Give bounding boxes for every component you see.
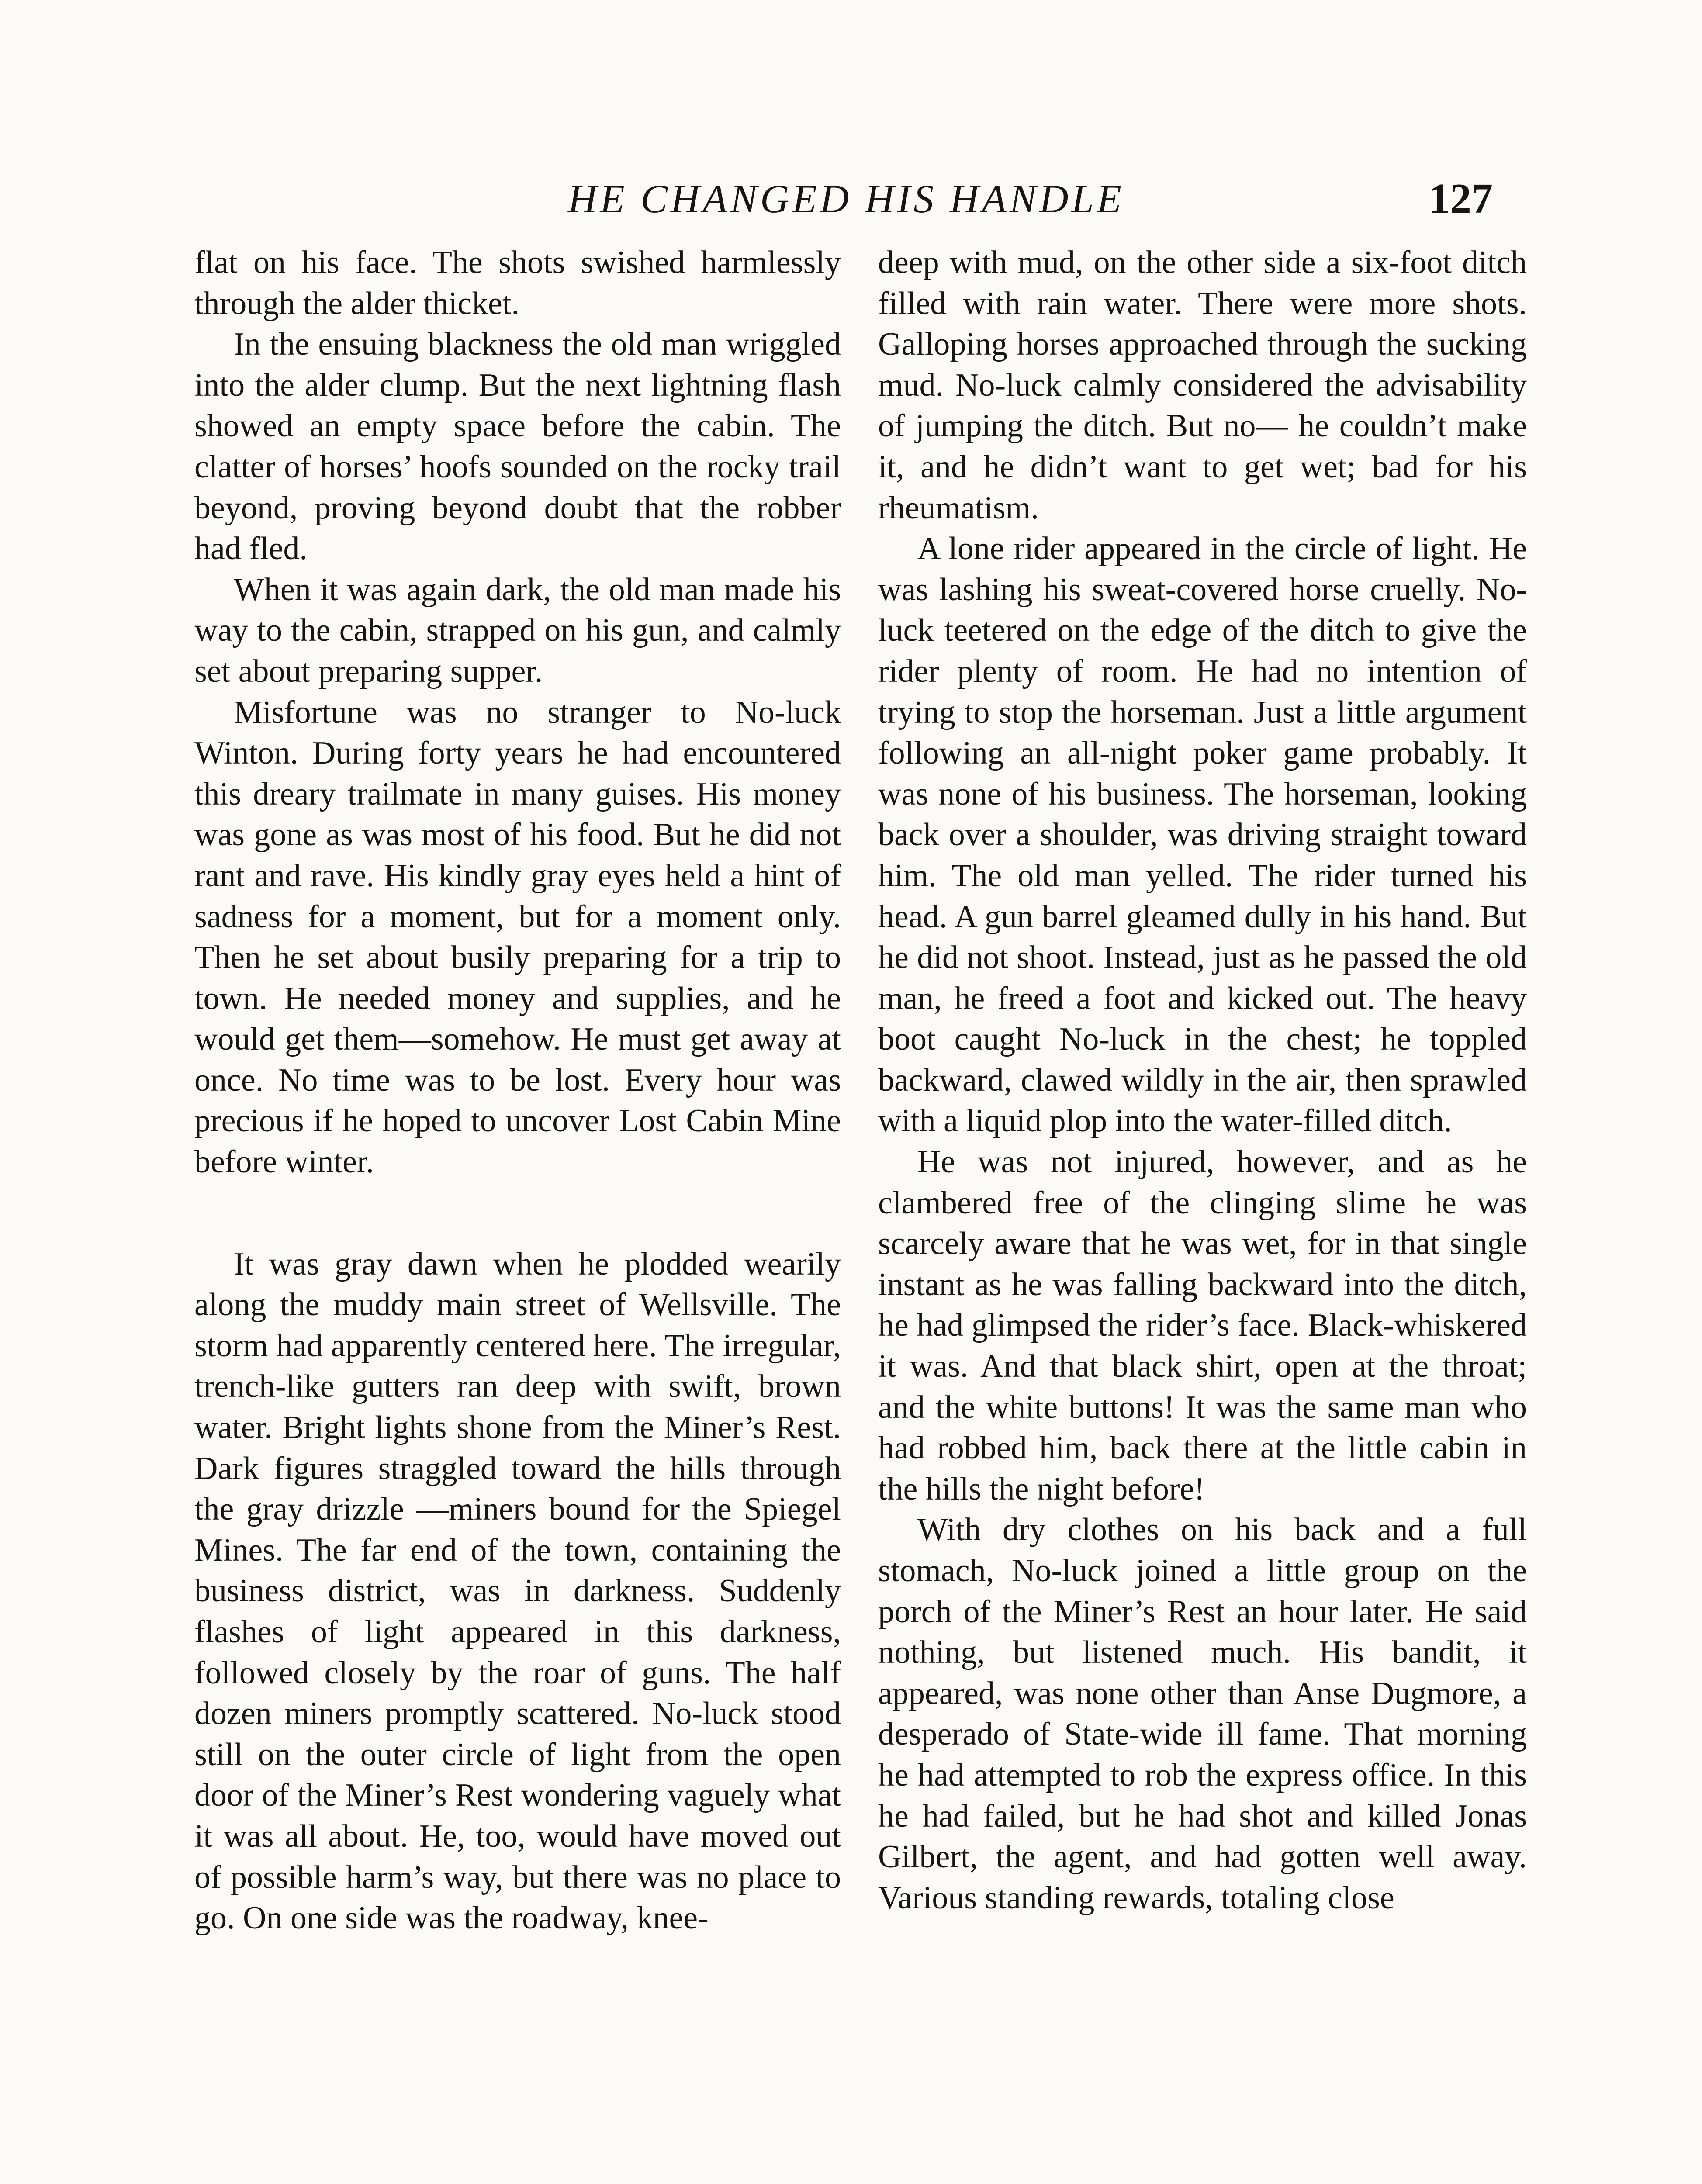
running-header (0, 173, 1702, 234)
paragraph: He was not injured, however, and as he clambered free of the clinging slime he was scarcely aware that he was wet, for in that single instant as he was falling backward into the ditch, he had glimpsed the rider’s face. Black-whiskered it was. And that black shirt, open at the throat; and the white buttons! It was the same man who had robbed him, back there at the little cabin in the hills the night before! (878, 1144, 1527, 1507)
paragraph: When it was again dark, the old man made his way to the cabin, strapped on his gun, and calmly set about preparing supper. (194, 571, 841, 689)
right-column (878, 242, 1527, 1918)
left-column (194, 242, 841, 1939)
paragraph: In the ensuing blackness the old man wriggled into the alder clump. But the next lightning flash showed an empty space before the cabin. The clatter of horses’ hoofs sounded on the rocky trail beyond, proving beyond doubt that the robber had fled. (194, 326, 841, 567)
paragraph: A lone rider appeared in the circle of light. He was lashing his sweat-covered horse cruelly. No-luck teetered on the edge of the ditch to give the rider plenty of room. He had no intention of trying to stop the horseman. Just a little argument following an all-night poker game probably. It was none of his business. The horseman, looking back over a shoulder, was driving straight toward him. The old man yelled. The rider turned his head. A gun barrel gleamed dully in his hand. But he did not shoot. Instead, just as he passed the old man, he freed a foot and kicked out. The heavy boot caught No-luck in the chest; he toppled backward, clawed wildly in the air, then sprawled with a liquid plop into the water-filled ditch. (878, 531, 1527, 1139)
page-number: 127 (1429, 175, 1493, 222)
paragraph: deep with mud, on the other side a six-foot ditch filled with rain water. There were more shots. Galloping horses approached through the sucking mud. No-luck calmly considered the advisability of jumping the ditch. But no— he couldn’t make it, and he didn’t want to get wet; bad for his rheumatism. (878, 245, 1527, 526)
running-title: HE CHANGED HIS HANDLE (568, 176, 1124, 221)
paragraph: Misfortune was no stranger to No-luck Winton. During forty years he had encountered this dreary trailmate in many guises. His money was gone as was most of his food. But he did not rant and rave. His kindly gray eyes held a hint of sadness for a moment, but for a moment only. Then he set about busily preparing for a trip to town. He needed money and supplies, and he would get them—somehow. He must get away at once. No time was to be lost. Every hour was precious if he hoped to uncover Lost Cabin Mine before winter. (194, 694, 841, 1180)
section-break (194, 1183, 841, 1244)
paragraph: With dry clothes on his back and a full stomach, No-luck joined a little group on the porch of the Miner’s Rest an hour later. He said nothing, but listened much. His bandit, it appeared, was none other than Anse Dugmore, a desperado of State-wide ill fame. That morning he had attempted to rob the express office. In this he had failed, but he had shot and killed Jonas Gilbert, the agent, and had gotten well away. Various standing rewards, totaling close (878, 1512, 1527, 1916)
paragraph: flat on his face. The shots swished harmlessly through the alder thicket. (194, 245, 841, 321)
paragraph: It was gray dawn when he plodded wearily along the muddy main street of Wellsville. The storm had apparently centered here. The irregular, trench-like gutters ran deep with swift, brown water. Bright lights shone from the Miner’s Rest. Dark figures straggled toward the hills through the gray drizzle —miners bound for the Spiegel Mines. The far end of the town, containing the business district, was in darkness. Suddenly flashes of light appeared in this darkness, followed closely by the roar of guns. The half dozen miners promptly scattered. No-luck stood still on the outer circle of light from the open door of the Miner’s Rest wondering vaguely what it was all about. He, too, would have moved out of possible harm’s way, but there was no place to go. On one side was the roadway, knee- (194, 1246, 841, 1936)
